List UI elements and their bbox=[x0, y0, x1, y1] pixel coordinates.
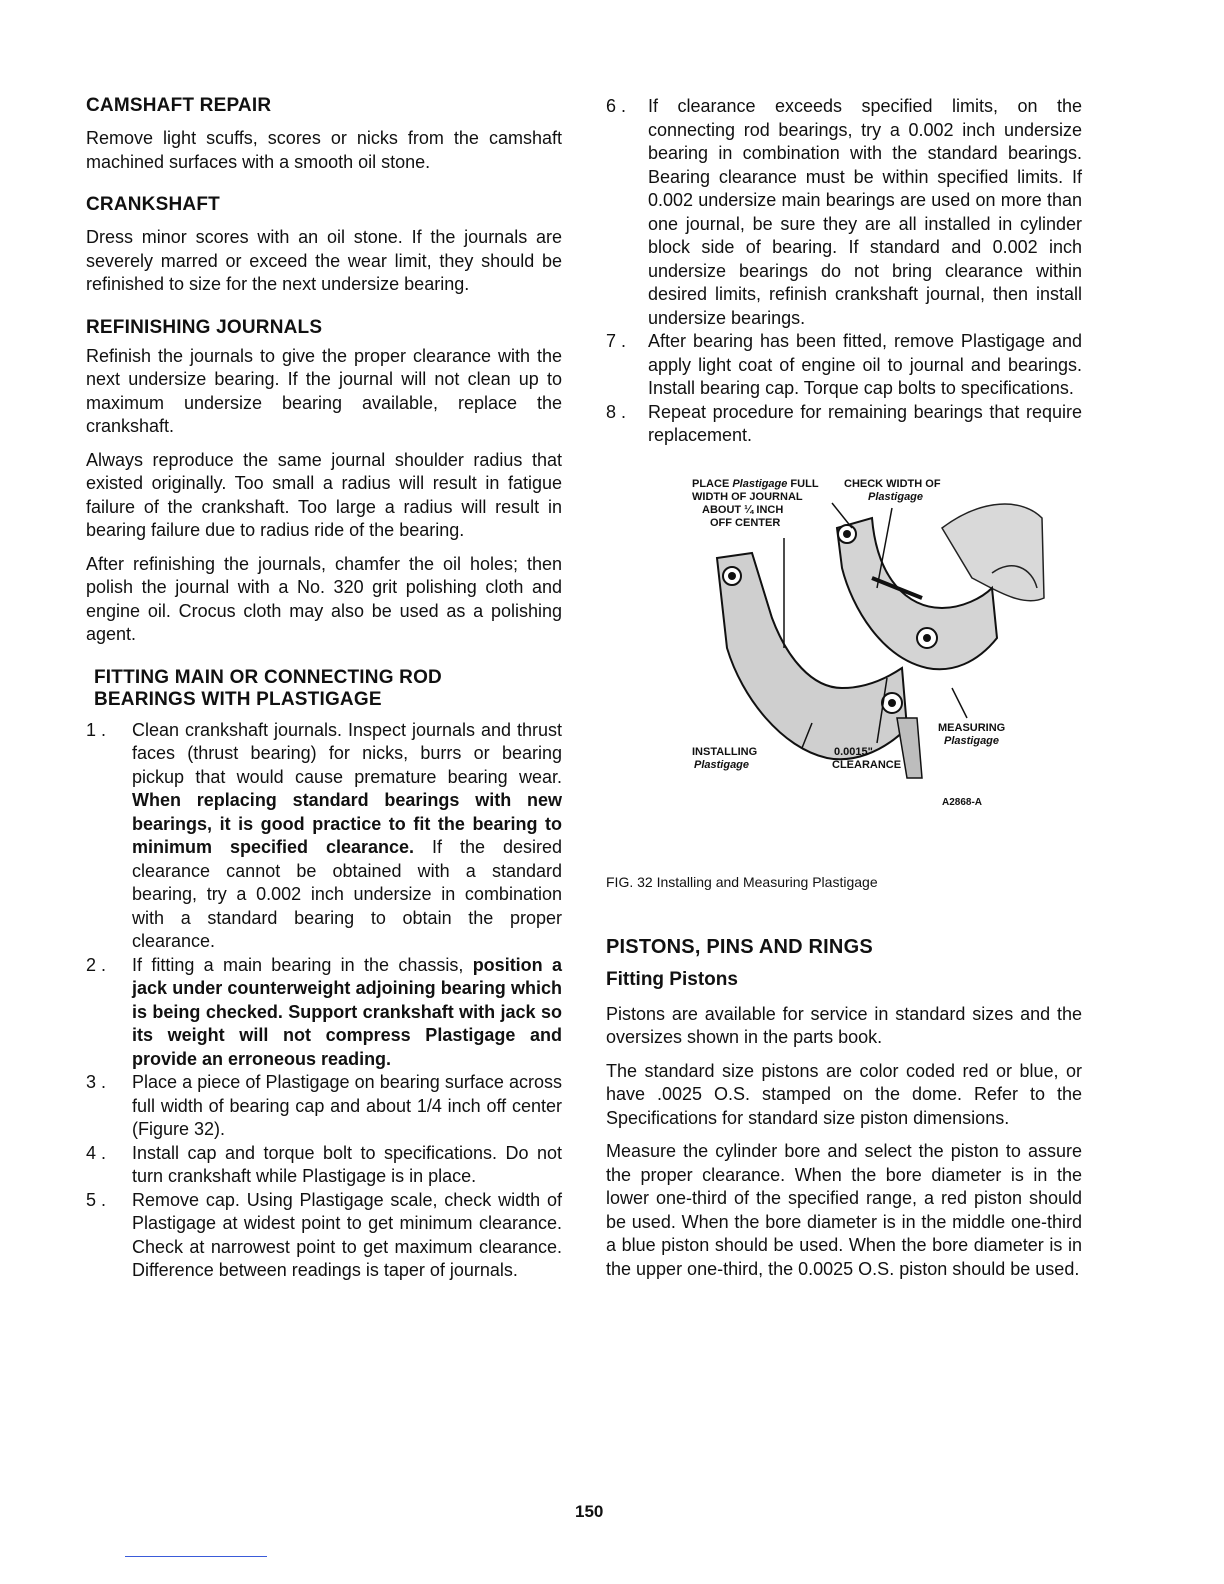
step-text-bold: position a jack under counterweight adjoining bearing which is being checked. Support crankshaft with jack so its weight will not compress Plastigage and provide an erroneous reading. bbox=[132, 954, 563, 1069]
figure-code: A2868-A bbox=[942, 796, 983, 808]
crankshaft-heading: CRANKSHAFT bbox=[86, 194, 220, 215]
refinishing-para-3: After refinishing the journals, chamfer the oil holes; then polish the journal with a No. 320 grit polishing cloth and engine oil. Crocus cloth may also be used as a polishing agent. bbox=[86, 553, 562, 644]
right-column bbox=[606, 95, 1082, 1291]
step-number: 6 . bbox=[606, 96, 627, 116]
label-text-italic: Plastigage bbox=[694, 758, 750, 771]
label-text: ABOUT ¼ INCH bbox=[702, 503, 784, 516]
label-text-italic: Plastigage bbox=[868, 490, 924, 503]
step-1 bbox=[86, 719, 562, 954]
step-text: Place a piece of Plastigage on bearing surface across full width of bearing cap and about 1/4 inch off center (Figure 32). bbox=[132, 1072, 562, 1139]
step-4 bbox=[86, 1142, 562, 1189]
step-7 bbox=[606, 330, 1082, 401]
pistons-para-3: Measure the cylinder bore and select the piston to assure the proper clearance. When the bore diameter is in the lower one-third of the specified range, a red piston should be used. When the bore diameter is in the middle one-third a blue piston should be used. When the bore diameter is in the upper one-third, the 0.0025 O.S. piston should be used. bbox=[606, 1141, 1082, 1279]
step-text: If fitting a main bearing in the chassis, bbox=[132, 954, 473, 975]
footer-rule bbox=[125, 1556, 267, 1557]
step-text: Clean crankshaft journals. Inspect journals and thrust faces (thrust bearing) for nicks, burrs or bearing pickup that would cause premature bearing wear. bbox=[132, 719, 562, 787]
label-check-width bbox=[844, 478, 941, 504]
fitting-heading-line-2: BEARINGS WITH PLASTIGAGE bbox=[94, 688, 382, 710]
fitting-steps-list bbox=[86, 719, 562, 1283]
step-3 bbox=[86, 1071, 562, 1142]
step-text: After bearing has been fitted, remove Plastigage and apply light coat of engine oil to journal and bearings. Install bearing cap. Torque cap bolts to specifications. bbox=[648, 331, 1082, 398]
label-text: WIDTH OF JOURNAL bbox=[692, 490, 803, 503]
label-text: 0.0015" bbox=[834, 745, 873, 758]
refinishing-para-1: Refinish the journals to give the proper clearance with the next undersize bearing. If the journal will not clean up to maximum undersize bearing available, replace the crankshaft. bbox=[86, 345, 562, 436]
step-5 bbox=[86, 1189, 562, 1283]
fitting-steps-list-continued bbox=[606, 95, 1082, 448]
pistons-heading: PISTONS, PINS AND RINGS bbox=[606, 935, 873, 958]
step-6 bbox=[606, 95, 1082, 330]
figure-caption: FIG. 32 Installing and Measuring Plastigage bbox=[606, 873, 878, 890]
label-text: PLACE bbox=[692, 477, 733, 490]
step-2 bbox=[86, 954, 562, 1072]
step-number: 4 . bbox=[86, 1142, 107, 1163]
refinishing-para-2: Always reproduce the same journal shoulder radius that existed originally. Too small a radius will result in fatigue failure of the crankshaft. Too large a radius will result in bearing failure due to radius ride of the bearing. bbox=[86, 449, 562, 540]
label-text: CHECK WIDTH OF bbox=[844, 477, 941, 490]
label-text: OFF CENTER bbox=[710, 516, 781, 529]
camshaft-repair-heading: CAMSHAFT REPAIR bbox=[86, 95, 272, 116]
pistons-para-2: The standard size pistons are color coded red or blue, or have .0025 O.S. stamped on the dome. Refer to the Specifications for standard size piston dimensions. bbox=[606, 1060, 1082, 1128]
label-text: MEASURING bbox=[938, 721, 1006, 734]
step-number: 1 . bbox=[86, 719, 107, 740]
step-text: Remove cap. Using Plastigage scale, check width of Plastigage at widest point to get minimum clearance. Check at narrowest point to get maximum clearance. Difference between readings is taper of journals. bbox=[132, 1189, 562, 1280]
step-number: 8 . bbox=[606, 401, 627, 422]
crankshaft-text: Dress minor scores with an oil stone. If the journals are severely marred or exceed the wear limit, they should be refinished to size for the next undersize bearing. bbox=[86, 227, 562, 294]
refinishing-journals-heading: REFINISHING JOURNALS bbox=[86, 316, 323, 338]
step-text-bold: When replacing standard bearings with new bearings, it is good practice to fit the bearing to minimum specified clearance. bbox=[132, 790, 562, 857]
plastigage-figure bbox=[692, 478, 1112, 818]
step-text: If the desired clearance cannot be obtained with a standard bearing, try a 0.002 inch undersize in combination with a standard bearing to obtain the proper clearance. bbox=[132, 837, 562, 951]
page-number: 150 bbox=[575, 1502, 604, 1521]
label-installing bbox=[692, 746, 757, 772]
left-column bbox=[86, 95, 562, 1283]
step-number: 5 . bbox=[86, 1189, 107, 1210]
label-measuring bbox=[938, 722, 1005, 748]
pistons-para-1: Pistons are available for service in standard sizes and the oversizes shown in the parts book. bbox=[606, 1003, 1082, 1047]
step-text: Install cap and torque bolt to specifications. Do not turn crankshaft while Plastigage is in place. bbox=[132, 1142, 562, 1186]
step-number: 2 . bbox=[86, 954, 107, 975]
label-place-plastigage bbox=[692, 478, 819, 530]
step-text: Repeat procedure for remaining bearings that require replacement. bbox=[648, 401, 1082, 445]
fitting-heading-line-1: FITTING MAIN OR CONNECTING ROD bbox=[94, 666, 442, 688]
label-clearance bbox=[832, 746, 901, 772]
label-text: CLEARANCE bbox=[832, 758, 902, 771]
fitting-bearings-heading bbox=[94, 667, 562, 711]
step-number: 7 . bbox=[606, 331, 627, 351]
camshaft-repair-text: Remove light scuffs, scores or nicks from the camshaft machined surfaces with a smooth oil stone. bbox=[86, 128, 562, 172]
label-text: INSTALLING bbox=[692, 745, 758, 758]
step-8 bbox=[606, 401, 1082, 448]
label-text-italic: Plastigage bbox=[732, 477, 788, 490]
label-text-italic: Plastigage bbox=[944, 734, 1000, 747]
step-number: 3 . bbox=[86, 1072, 107, 1092]
label-text: FULL bbox=[787, 477, 819, 490]
step-text: If clearance exceeds specified limits, on the connecting rod bearings, try a 0.002 inch undersize bearing in combination with the standard bearings. Bearing clearance must be within specified limits. If 0.002 undersize main bearings are used on more than one journal, be sure they are all installed in cylinder block side of bearing. If standard and 0.002 inch undersize bearings do not bring clearance within desired limits, refinish crankshaft journal, then install undersize bearings. bbox=[648, 96, 1082, 328]
fitting-pistons-subheading: Fitting Pistons bbox=[606, 968, 738, 990]
